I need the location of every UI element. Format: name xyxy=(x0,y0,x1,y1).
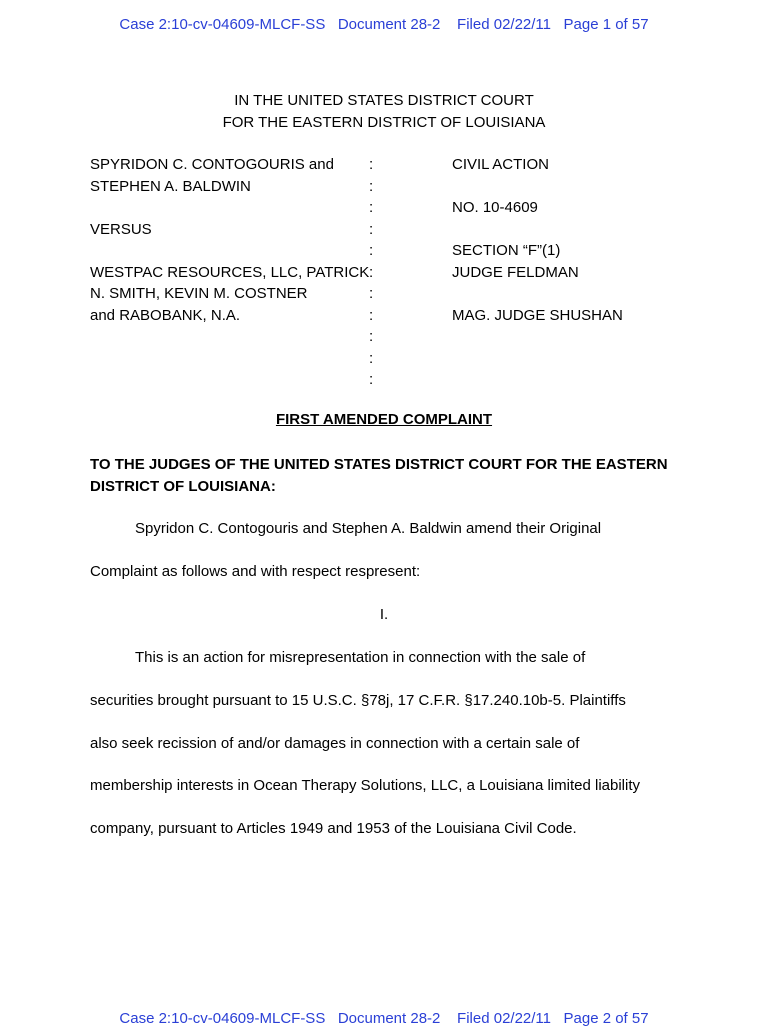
caption-colon: : xyxy=(369,177,374,195)
paragraph-line: securities brought pursuant to 15 U.S.C. §78j, 17 C.F.R. §17.240.10b-5. Plaintiffs xyxy=(90,692,626,709)
caption-info-line xyxy=(452,219,712,241)
court-heading-line: FOR THE EASTERN DISTRICT OF LOUISIANA xyxy=(222,113,546,131)
caption-info-line: JUDGE FELDMAN xyxy=(452,263,579,281)
caption-info-line: CIVIL ACTION xyxy=(452,156,549,173)
paragraph-line: Spyridon C. Contogouris and Stephen A. Baldwin amend their Original xyxy=(135,520,602,537)
court-heading xyxy=(0,90,768,133)
caption-party-line xyxy=(90,197,360,219)
caption-info-line: MAG. JUDGE SHUSHAN xyxy=(452,306,623,324)
case-header-stamp: Case 2:10-cv-04609-MLCF-SS Document 28-2 Filed 02/22/11 Page 1 of 57 xyxy=(119,16,649,33)
paragraph-line: membership interests in Ocean Therapy Solutions, LLC, a Louisiana limited liability xyxy=(90,777,640,794)
addressee-line: TO THE JUDGES OF THE UNITED STATES DISTRICT COURT FOR THE EASTERN xyxy=(90,456,668,473)
caption-info-line xyxy=(452,283,712,305)
paragraph-line: company, pursuant to Articles 1949 and 1953 of the Louisiana Civil Code. xyxy=(90,820,577,837)
caption-colon: : xyxy=(369,306,374,324)
caption-colon: : xyxy=(369,349,374,367)
caption-colon: : xyxy=(369,371,374,388)
paragraph-line: also seek recission of and/or damages in connection with a certain sale of xyxy=(90,735,580,752)
caption-party-line: STEPHEN A. BALDWIN xyxy=(90,177,251,195)
paragraph-line: Complaint as follows and with respect respresent: xyxy=(90,563,421,580)
caption-party-line: and RABOBANK, N.A. xyxy=(90,306,241,324)
caption-colon-column xyxy=(369,154,389,391)
caption-party-line: WESTPAC RESOURCES, LLC, PATRICK xyxy=(90,263,370,281)
case-footer-stamp: Case 2:10-cv-04609-MLCF-SS Document 28-2 Filed 02/22/11 Page 2 of 57 xyxy=(119,1010,649,1027)
caption-colon: : xyxy=(369,220,374,238)
document-title: FIRST AMENDED COMPLAINT xyxy=(275,411,493,428)
caption-colon: : xyxy=(369,328,374,345)
caption-colon: : xyxy=(369,263,374,281)
caption-party-line: VERSUS xyxy=(90,220,152,238)
caption-colon: : xyxy=(369,199,374,216)
caption-colon: : xyxy=(369,242,374,259)
caption-info-line: SECTION “F”(1) xyxy=(452,242,561,259)
court-heading-line: IN THE UNITED STATES DISTRICT COURT xyxy=(234,92,534,109)
caption-party-line xyxy=(90,240,360,262)
caption-colon: : xyxy=(369,156,374,173)
caption-info-line: NO. 10-4609 xyxy=(452,199,538,216)
caption-info-line xyxy=(452,176,712,198)
paragraph-line: This is an action for misrepresentation in connection with the sale of xyxy=(135,649,586,666)
caption-party-line: SPYRIDON C. CONTOGOURIS and xyxy=(90,156,334,173)
addressee-line: DISTRICT OF LOUISIANA: xyxy=(90,478,276,495)
caption-colon: : xyxy=(369,285,374,302)
caption-parties xyxy=(90,154,370,326)
caption-party-line: N. SMITH, KEVIN M. COSTNER xyxy=(90,285,308,302)
caption-case-info xyxy=(452,154,712,326)
addressee xyxy=(90,454,690,498)
section-number: I. xyxy=(379,606,389,623)
